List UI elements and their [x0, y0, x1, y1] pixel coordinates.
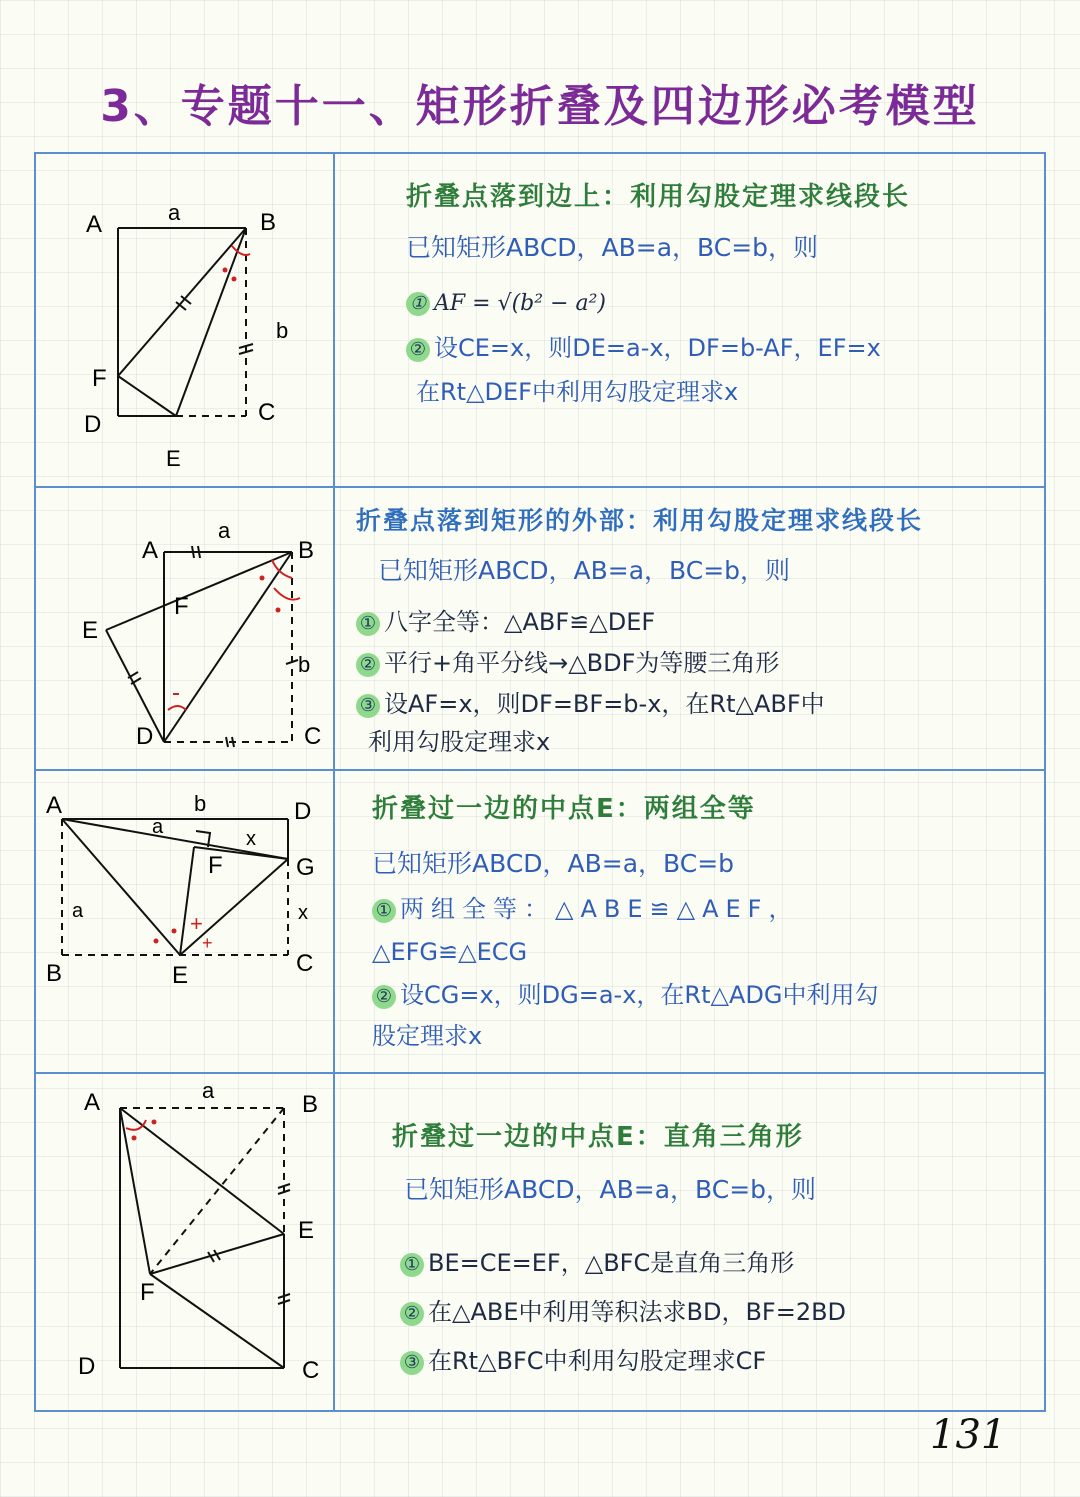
figure-1-label-C: C	[258, 399, 276, 426]
figure-3-label-b: b	[194, 791, 207, 816]
section-3-step-1-badge: ①	[372, 899, 396, 923]
section-2-heading: 折叠点落到矩形的外部：利用勾股定理求线段长	[356, 506, 924, 535]
figure-4-label-F: F	[140, 1279, 155, 1306]
section-4-given: 已知矩形ABCD，AB=a，BC=b，则	[404, 1175, 817, 1205]
section-4-step-3-badge: ③	[400, 1351, 424, 1375]
section-1-given: 已知矩形ABCD，AB=a，BC=b，则	[406, 233, 819, 263]
section-1-step-3-text: 在Rt△DEF中利用勾股定理求x	[416, 378, 739, 407]
figure-4-label-a: a	[202, 1078, 215, 1103]
figure-1-label-A: A	[86, 211, 103, 238]
section-2-text	[356, 506, 1036, 757]
figure-3-label-B: B	[46, 960, 63, 987]
section-1-step-1-text: AF = √(b² − a²)	[434, 291, 607, 317]
figure-4	[36, 1074, 333, 1414]
figure-2-diagram	[36, 488, 333, 769]
figure-3-label-x-side: x	[298, 902, 308, 924]
section-2-step-2-text: 平行+角平分线→△BDF为等腰三角形	[384, 648, 780, 677]
svg-text:+: +	[202, 933, 213, 953]
figure-1-label-F: F	[92, 365, 107, 392]
section-2-given: 已知矩形ABCD，AB=a，BC=b，则	[378, 556, 791, 585]
section-1-heading: 折叠点落到边上：利用勾股定理求线段长	[406, 182, 911, 212]
section-4-step-1-badge: ①	[400, 1253, 424, 1277]
section-3-step-2-badge: ②	[372, 985, 396, 1009]
section-3-step-2-text: 设CG=x，则DG=a-x，在Rt△ADG中利用勾	[400, 980, 879, 1009]
section-1-step-2-badge: ②	[406, 338, 430, 362]
figure-3-label-x-top: x	[246, 828, 256, 850]
figure-3-label-G: G	[296, 854, 315, 881]
section-3-step-1b-text: △EFG≌△ECG	[372, 937, 528, 966]
figure-2-label-B: B	[298, 537, 315, 564]
figure-2-label-A: A	[142, 537, 159, 564]
figure-3-label-D: D	[294, 798, 312, 825]
figure-2-label-a: a	[218, 518, 231, 543]
figure-4-label-C: C	[302, 1357, 320, 1384]
figure-3-label-a-side: a	[72, 900, 84, 922]
section-4-text	[392, 1122, 1032, 1376]
figure-4-label-B: B	[302, 1091, 319, 1118]
section-1-step-1-badge: ①	[406, 292, 430, 316]
figure-4-label-D: D	[78, 1353, 96, 1380]
section-3-step-1-text: 两组全等：△ABE≌△AEF，	[400, 895, 800, 924]
section-4-step-3-text: 在Rt△BFC中利用勾股定理求CF	[428, 1346, 767, 1375]
section-3-text	[372, 794, 1032, 1050]
figure-4-label-A: A	[84, 1089, 101, 1116]
figure-3-label-E: E	[172, 962, 189, 989]
figure-2	[36, 488, 333, 769]
figure-3	[36, 771, 333, 1072]
section-4-step-2-text: 在△ABE中利用等积法求BD，BF=2BD	[428, 1297, 847, 1326]
section-2-step-3-text: 设AF=x，则DF=BF=b-x，在Rt△ABF中	[384, 689, 825, 718]
figure-1-diagram	[36, 154, 333, 486]
figure-3-label-A: A	[46, 792, 63, 819]
section-2-step-1-badge: ①	[356, 612, 380, 636]
figure-4-diagram	[36, 1074, 333, 1410]
section-4-step-1-text: BE=CE=EF，△BFC是直角三角形	[428, 1249, 795, 1278]
figure-2-label-b: b	[298, 652, 311, 677]
figure-1-label-E: E	[166, 446, 181, 471]
figure-3-label-a-top: a	[152, 816, 164, 838]
figure-1-label-D: D	[84, 411, 102, 438]
section-1-step-2-text: 设CE=x，则DE=a-x，DF=b-AF，EF=x	[434, 333, 881, 362]
section-4-heading: 折叠过一边的中点E：直角三角形	[392, 1122, 804, 1152]
figure-2-label-F: F	[174, 593, 189, 620]
figure-1-label-a: a	[168, 200, 181, 225]
section-1-text	[406, 182, 1026, 407]
figure-2-label-C: C	[304, 723, 322, 750]
section-2-step-1-text: 八字全等：△ABF≌△DEF	[384, 608, 656, 636]
figure-2-label-D: D	[136, 723, 154, 750]
figure-3-diagram	[36, 771, 333, 1072]
section-2-step-3-badge: ③	[356, 694, 380, 718]
figure-1	[36, 154, 333, 486]
section-3-step-2b-text: 股定理求x	[372, 1021, 483, 1050]
page-title: 3、专题十一、矩形折叠及四边形必考模型	[100, 81, 980, 132]
figure-3-label-C: C	[296, 950, 314, 977]
model-table	[34, 152, 1046, 1412]
figure-1-label-B: B	[260, 209, 277, 236]
figure-4-label-E: E	[298, 1217, 315, 1244]
section-2-step-2-badge: ②	[356, 653, 380, 677]
section-4-step-2-badge: ②	[400, 1302, 424, 1326]
section-2-step-4-text: 利用勾股定理求x	[368, 728, 551, 757]
section-3-heading: 折叠过一边的中点E：两组全等	[372, 794, 756, 824]
column-divider	[333, 154, 335, 1410]
section-3-given: 已知矩形ABCD，AB=a，BC=b	[372, 849, 735, 879]
figure-3-label-F: F	[208, 852, 223, 879]
svg-text:+: +	[190, 911, 203, 936]
figure-2-label-E: E	[82, 617, 99, 644]
figure-1-label-b: b	[276, 318, 289, 343]
page-number: 131	[930, 1412, 1007, 1458]
